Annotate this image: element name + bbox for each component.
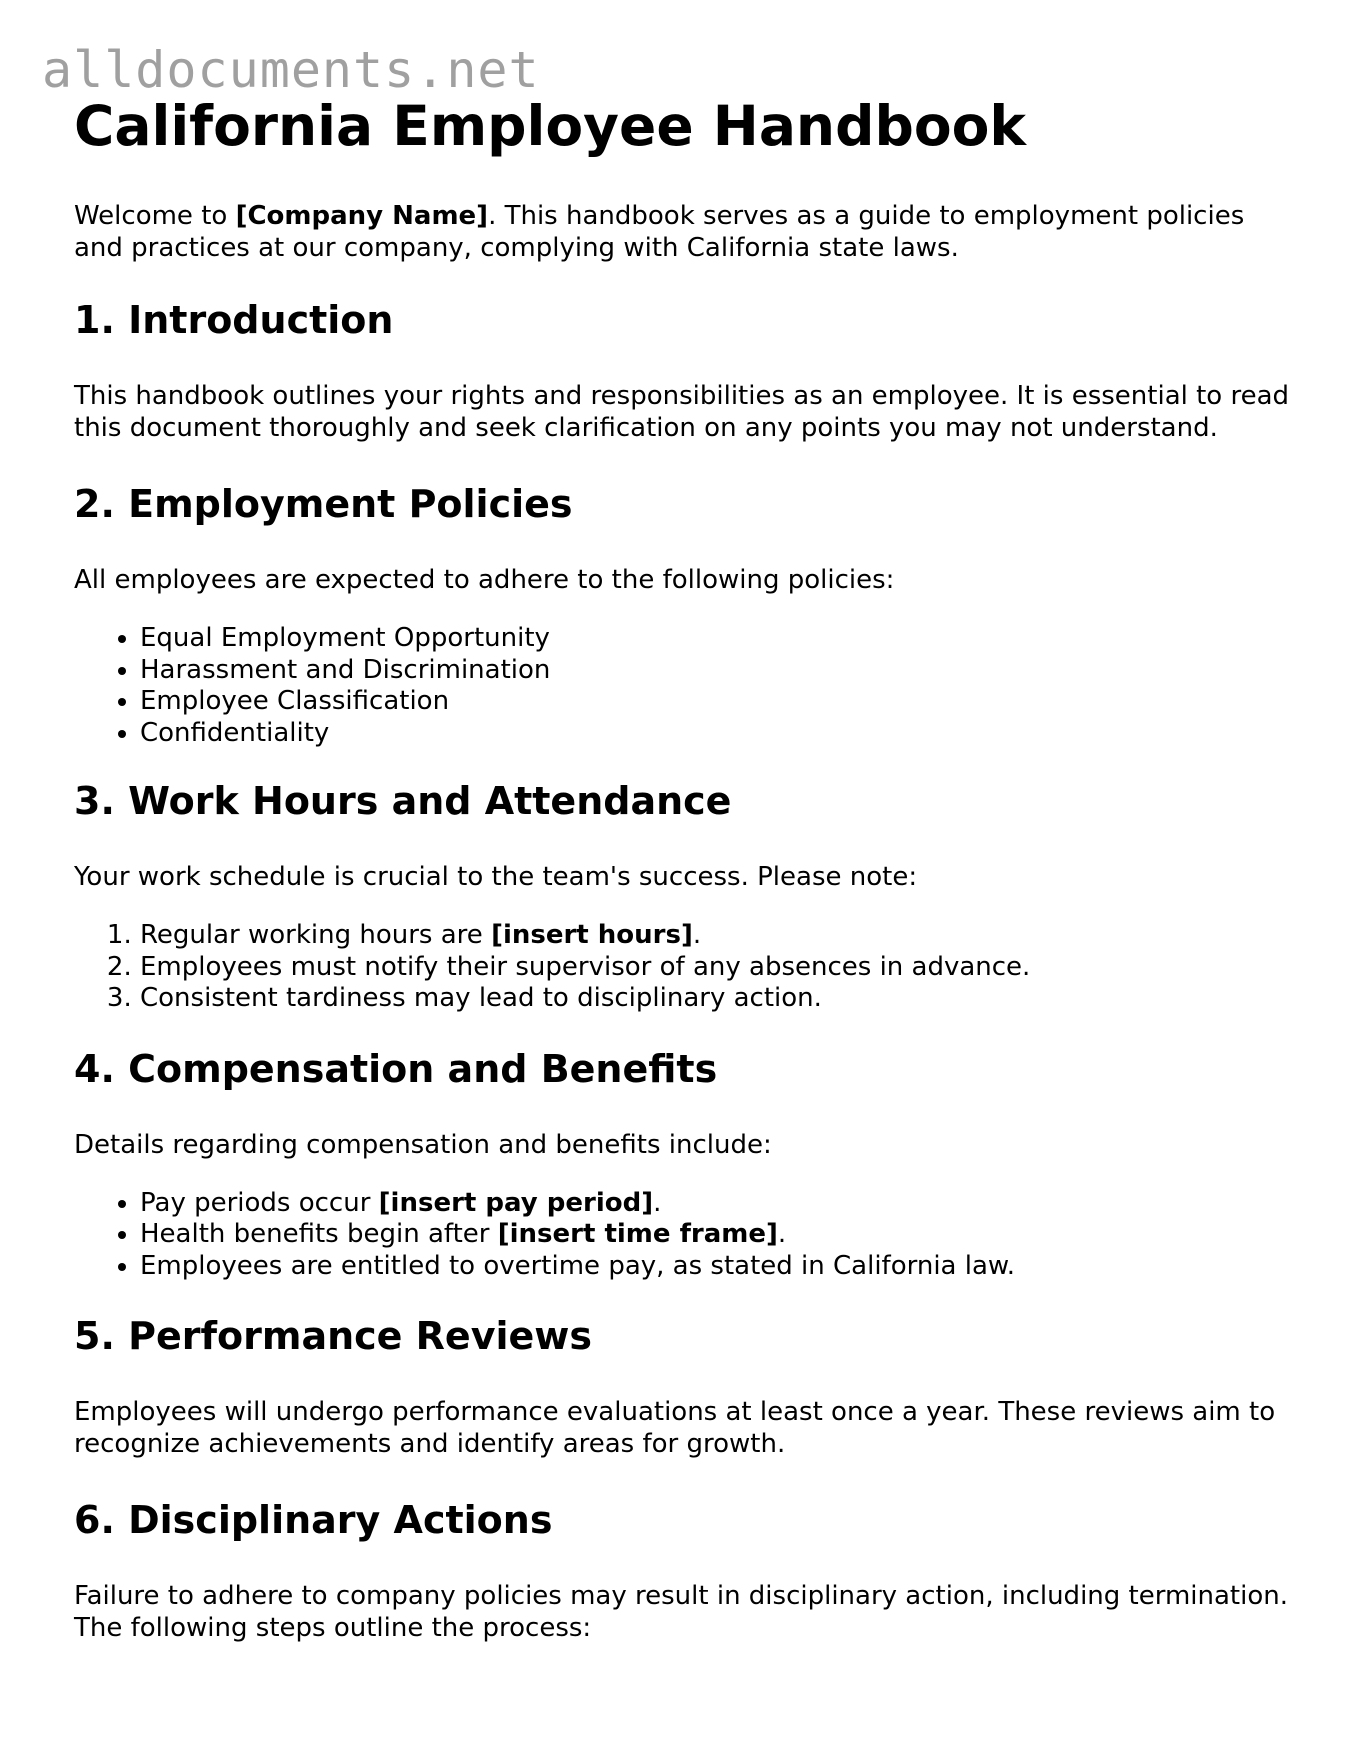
list-item: • Employee Classification	[140, 686, 1294, 718]
work-hours-list	[74, 920, 1294, 1015]
list-item	[140, 920, 1294, 952]
welcome-paragraph	[74, 200, 1294, 264]
section-text-disciplinary-actions: Failure to adhere to company policies may result in disciplinary action, including termination. The following steps outline the process:	[74, 1581, 1288, 1643]
welcome-text-pre: Welcome to	[74, 201, 236, 231]
list-item: • Confidentiality	[140, 718, 1294, 750]
section-text-performance-reviews: Employees will undergo performance evaluations at least once a year. These reviews aim to recognize achievements and identify areas for growth.	[74, 1397, 1276, 1459]
list-item	[140, 1219, 1294, 1251]
document-page	[74, 88, 1294, 1644]
time-frame-placeholder: [insert time frame]	[497, 1219, 778, 1249]
list-item: 3. Consistent tardiness may lead to disciplinary action.	[140, 983, 1294, 1015]
list-item-text: Health benefits begin after	[140, 1219, 498, 1249]
list-item: • Equal Employment Opportunity	[140, 623, 1294, 655]
section-text-employment-policies: All employees are expected to adhere to the following policies:	[74, 565, 895, 595]
list-item: • Employees are entitled to overtime pay, as stated in California law.	[140, 1251, 1294, 1283]
list-item: • Harassment and Discrimination	[140, 655, 1294, 687]
list-item-punct: .	[653, 1187, 662, 1218]
section-text-introduction: This handbook outlines your rights and responsibilities as an employee. It is essential to read this document thoroughly and seek clarification on any points you may not understand.	[74, 381, 1290, 443]
section-heading-introduction: 1. Introduction	[74, 298, 394, 342]
list-item-punct: .	[692, 920, 702, 950]
section-heading-performance-reviews: 5. Performance Reviews	[74, 1314, 592, 1358]
list-item-text: Regular working hours are	[140, 920, 492, 950]
section-heading-disciplinary-actions: 6. Disciplinary Actions	[74, 1498, 553, 1542]
list-item-text: Pay periods occur	[140, 1187, 379, 1218]
document-title: California Employee Handbook	[74, 94, 1026, 158]
section-text-compensation: Details regarding compensation and benefits include:	[74, 1129, 772, 1160]
policies-list	[74, 623, 1294, 749]
hours-placeholder: [insert hours]	[491, 920, 693, 950]
welcome-text-post: . This handbook serves as a guide to employment policies and practices at our company, complying with California state laws.	[74, 201, 1245, 263]
section-heading-employment-policies: 2. Employment Policies	[74, 482, 573, 526]
section-heading-work-hours: 3. Work Hours and Attendance	[74, 779, 732, 823]
list-item: 2. Employees must notify their supervisor of any absences in advance.	[140, 952, 1294, 984]
watermark: alldocuments.net	[42, 41, 540, 99]
company-name-placeholder: [Company Name]	[235, 201, 489, 231]
pay-period-placeholder: [insert pay period]	[378, 1187, 654, 1218]
list-item	[140, 1188, 1294, 1220]
section-text-work-hours: Your work schedule is crucial to the team's success. Please note:	[74, 862, 918, 892]
section-heading-compensation: 4. Compensation and Benefits	[74, 1046, 718, 1091]
list-item-punct: .	[777, 1219, 787, 1249]
compensation-list	[74, 1188, 1294, 1283]
